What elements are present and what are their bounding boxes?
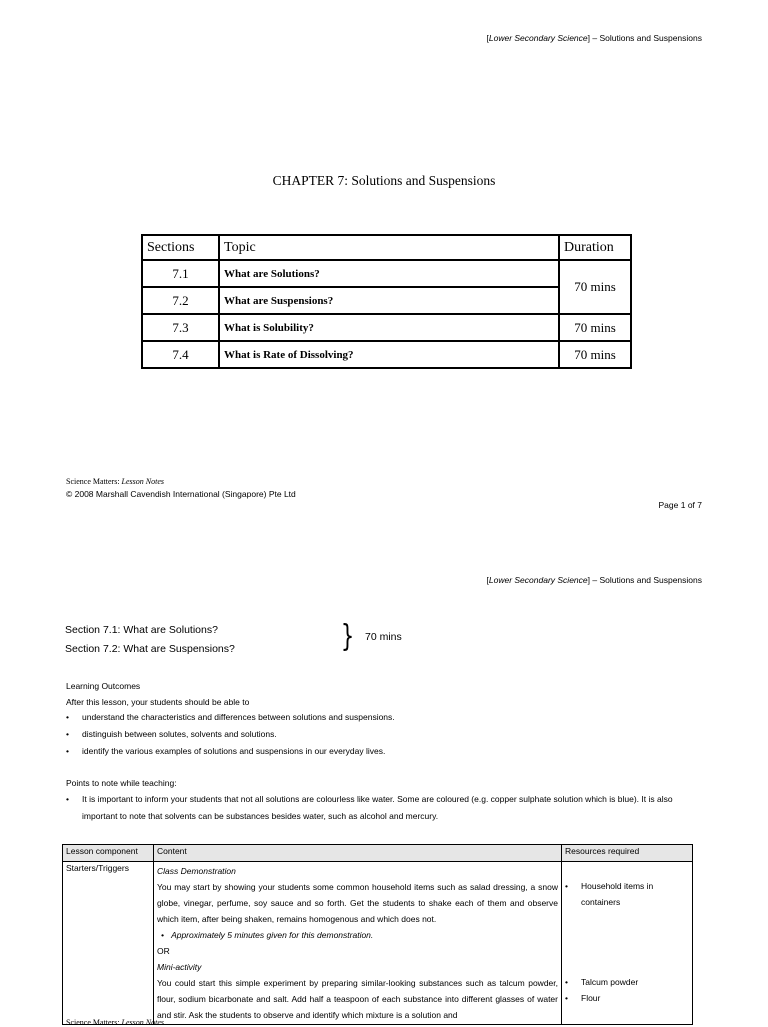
duration-label: 70 mins xyxy=(365,631,402,643)
table-row xyxy=(63,862,693,1025)
class-demo-title: Class Demonstration xyxy=(157,866,236,876)
mini-activity-title: Mini-activity xyxy=(157,962,202,972)
class-demo-note: • Approximately 5 minutes given for this demonstration. xyxy=(161,930,374,940)
running-header: [Lower Secondary Science] – Solutions and Suspensions xyxy=(486,33,702,43)
points-title: Points to note while teaching: xyxy=(66,778,177,788)
section-heading-7-1: Section 7.1: What are Solutions? xyxy=(65,624,218,636)
section-duration: 70 mins xyxy=(559,314,631,341)
section-topic: What are Solutions? xyxy=(219,260,559,287)
list-item: • identify the various examples of solutions and suspensions in our everyday lives. xyxy=(66,743,706,760)
col-header-sections: Sections xyxy=(142,235,219,260)
col-header-topic: Topic xyxy=(219,235,559,260)
list-item: • distinguish between solutes, solvents and solutions. xyxy=(66,726,706,743)
col-header-duration: Duration xyxy=(559,235,631,260)
section-number: 7.3 xyxy=(142,314,219,341)
table-row xyxy=(142,341,631,368)
lesson-content xyxy=(154,862,562,1025)
sections-table xyxy=(141,234,632,369)
section-duration: 70 mins xyxy=(559,341,631,368)
footer-series: Science Matters: Lesson Notes xyxy=(66,477,164,486)
table-row xyxy=(142,260,631,287)
page-number: Page 1 of 7 xyxy=(658,500,702,510)
list-item: • understand the characteristics and differences between solutions and suspensions. xyxy=(66,709,706,726)
col-header-component: Lesson component xyxy=(63,845,154,862)
table-row xyxy=(142,314,631,341)
learning-outcomes-intro: After this lesson, your students should be able to xyxy=(66,697,250,707)
chapter-title: CHAPTER 7: Solutions and Suspensions xyxy=(272,173,496,188)
learning-outcomes-list xyxy=(66,709,706,760)
mini-activity-text: You could start this simple experiment by preparing similar-looking substances such as talcum powder, flour, sodium bicarbonate and salt. Add half a teaspoon of each substance into different glasses of water and stir. Ask the students to observe and identify which mixture is a solution and xyxy=(157,978,558,1020)
learning-outcomes-title: Learning Outcomes xyxy=(66,681,141,691)
col-header-content: Content xyxy=(154,845,562,862)
class-demo-text: You may start by showing your students some common household items such as salad dressing, a snow globe, vinegar, perfume, soy sauce and so forth. Get the students to shake each of them and observe which item, after being shaken, remains homogenous and which does not. xyxy=(157,882,558,924)
col-header-resources: Resources required xyxy=(562,845,693,862)
lesson-plan-table xyxy=(62,844,693,1025)
footer-copyright: © 2008 Marshall Cavendish International (Singapore) Pte Ltd xyxy=(66,489,296,499)
section-topic: What are Suspensions? xyxy=(219,287,559,314)
section-topic: What is Solubility? xyxy=(219,314,559,341)
points-list xyxy=(66,791,706,825)
table-row xyxy=(142,287,631,314)
section-duration: 70 mins xyxy=(559,260,631,314)
or-label: OR xyxy=(157,946,170,956)
brace-icon: } xyxy=(340,619,355,654)
resource-item: • Talcum powder xyxy=(565,977,639,987)
section-number: 7.1 xyxy=(142,260,219,287)
section-heading-7-2: Section 7.2: What are Suspensions? xyxy=(65,643,235,655)
lesson-component: Starters/Triggers xyxy=(63,862,154,1025)
section-topic: What is Rate of Dissolving? xyxy=(219,341,559,368)
resource-item: • Household items in containers xyxy=(565,881,654,907)
section-number: 7.2 xyxy=(142,287,219,314)
list-item: • It is important to inform your students that not all solutions are colourless like water. Some are coloured (e.g. copper sulphate solution which is blue). It is also important to note that solvents can be substances besides water, such as alcohol and mercury. xyxy=(66,791,706,825)
section-number: 7.4 xyxy=(142,341,219,368)
running-header: [Lower Secondary Science] – Solutions and Suspensions xyxy=(486,575,702,585)
resource-item: • Flour xyxy=(565,993,601,1003)
resources-cell xyxy=(562,862,693,1025)
footer-series: Science Matters: Lesson Notes xyxy=(66,1018,164,1027)
